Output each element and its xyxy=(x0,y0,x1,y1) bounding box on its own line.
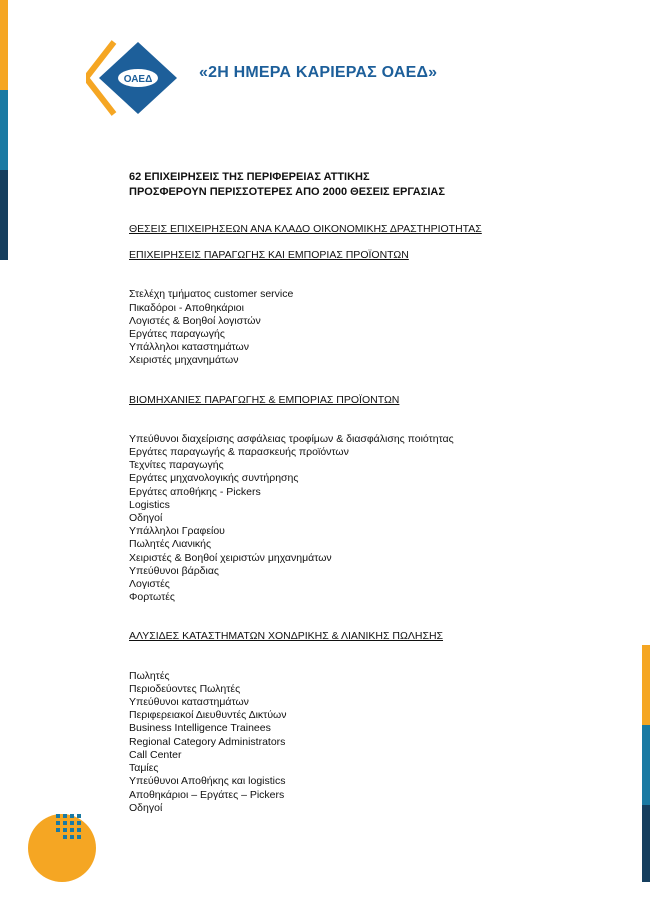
list-item: Πωλητές xyxy=(129,669,170,682)
list-item: Υπεύθυνοι Αποθήκης και logistics xyxy=(129,775,286,788)
list-item: Πικαδόροι - Αποθηκάριοι xyxy=(129,301,244,314)
list-item: Regional Category Administrators xyxy=(129,735,286,748)
list-item: Περιοδεύοντες Πωλητές xyxy=(129,682,241,695)
list-item: Εργάτες μηχανολογικής συντήρησης xyxy=(129,472,299,485)
heading-line-2: ΠΡΟΣΦΕΡΟΥΝ ΠΕΡΙΣΣΟΤΕΡΕΣ ΑΠΟ 2000 ΘΕΣΕΙΣ ΕΡΓΑΣΙΑΣ xyxy=(129,186,445,198)
left-orange-bar xyxy=(0,0,8,90)
list-item: Υπάλληλοι Γραφείου xyxy=(129,525,225,538)
section-list xyxy=(129,288,609,367)
list-item: Πωλητές Λιανικής xyxy=(129,538,212,551)
right-dark-bar xyxy=(642,805,650,882)
section-list xyxy=(129,433,609,605)
section-title: ΕΠΙΧΕΙΡΗΣΕΙΣ ΠΑΡΑΓΩΓΗΣ ΚΑΙ ΕΜΠΟΡΙΑΣ ΠΡΟΪΟΝΤΩΝ xyxy=(129,249,409,262)
list-item: Στελέχη τμήματος customer service xyxy=(129,288,294,301)
list-item: Business Intelligence Trainees xyxy=(129,722,271,735)
list-item: Περιφερειακοί Διευθυντές Δικτύων xyxy=(129,709,287,722)
section-list xyxy=(129,670,609,815)
list-item: Λογιστές xyxy=(129,578,170,591)
list-item: Call Center xyxy=(129,748,182,761)
heading-line-1: 62 ΕΠΙΧΕΙΡΗΣΕΙΣ ΤΗΣ ΠΕΡΙΦΕΡΕΙΑΣ ΑΤΤΙΚΗΣ xyxy=(129,171,370,183)
left-blue-bar xyxy=(0,90,8,170)
logo-text: ΟΑΕΔ xyxy=(123,74,153,85)
list-item: Υπεύθυνοι βάρδιας xyxy=(129,564,219,577)
list-item: Τεχνίτες παραγωγής xyxy=(129,459,224,472)
list-item: Λογιστές & Βοηθοί λογιστών xyxy=(129,314,261,327)
right-blue-bar xyxy=(642,725,650,805)
intro-heading: ΘΕΣΕΙΣ ΕΠΙΧΕΙΡΗΣΕΩΝ ΑΝΑ ΚΛΑΔΟ ΟΙΚΟΝΟΜΙΚΗΣ ΔΡΑΣΤΗΡΙΟΤΗΤΑΣ xyxy=(129,223,482,235)
section-title: ΑΛΥΣΙΔΕΣ ΚΑΤΑΣΤΗΜΑΤΩΝ ΧΟΝΔΡΙΚΗΣ & ΛΙΑΝΙΚΗΣ ΠΩΛΗΣΗΣ xyxy=(129,630,444,643)
event-title: «2Η ΗΜΕΡΑ ΚΑΡΙΕΡΑΣ ΟΑΕΔ» xyxy=(199,64,438,81)
list-item: Εργάτες αποθήκης - Pickers xyxy=(129,485,261,498)
list-item: Εργάτες παραγωγής xyxy=(129,328,225,341)
list-item: Χειριστές μηχανημάτων xyxy=(129,354,239,367)
list-item: Ταμίες xyxy=(129,762,159,775)
list-item: Οδηγοί xyxy=(129,801,163,814)
left-dark-bar xyxy=(0,170,8,260)
list-item: Φορτωτές xyxy=(129,591,175,604)
list-item: Logistics xyxy=(129,498,170,511)
list-item: Υπάλληλοι καταστημάτων xyxy=(129,341,249,354)
list-item: Αποθηκάριοι – Εργάτες – Pickers xyxy=(129,788,285,801)
section-title: ΒΙΟΜΗΧΑΝΙΕΣ ΠΑΡΑΓΩΓΗΣ & ΕΜΠΟΡΙΑΣ ΠΡΟΪΟΝΤΩΝ xyxy=(129,393,400,406)
list-item: Χειριστές & Βοηθοί χειριστών μηχανημάτων xyxy=(129,551,332,564)
oaed-logo xyxy=(86,40,182,118)
list-item: Εργάτες παραγωγής & παρασκευής προϊόντων xyxy=(129,446,349,459)
list-item: Υπεύθυνοι διαχείρισης ασφάλειας τροφίμων & διασφάλισης ποιότητας xyxy=(129,432,454,445)
list-item: Υπεύθυνοι καταστημάτων xyxy=(129,696,249,709)
right-orange-bar xyxy=(642,645,650,725)
document-body xyxy=(129,223,609,815)
main-heading xyxy=(129,170,445,200)
list-item: Οδηγοί xyxy=(129,512,163,525)
decorative-circle xyxy=(28,814,124,910)
